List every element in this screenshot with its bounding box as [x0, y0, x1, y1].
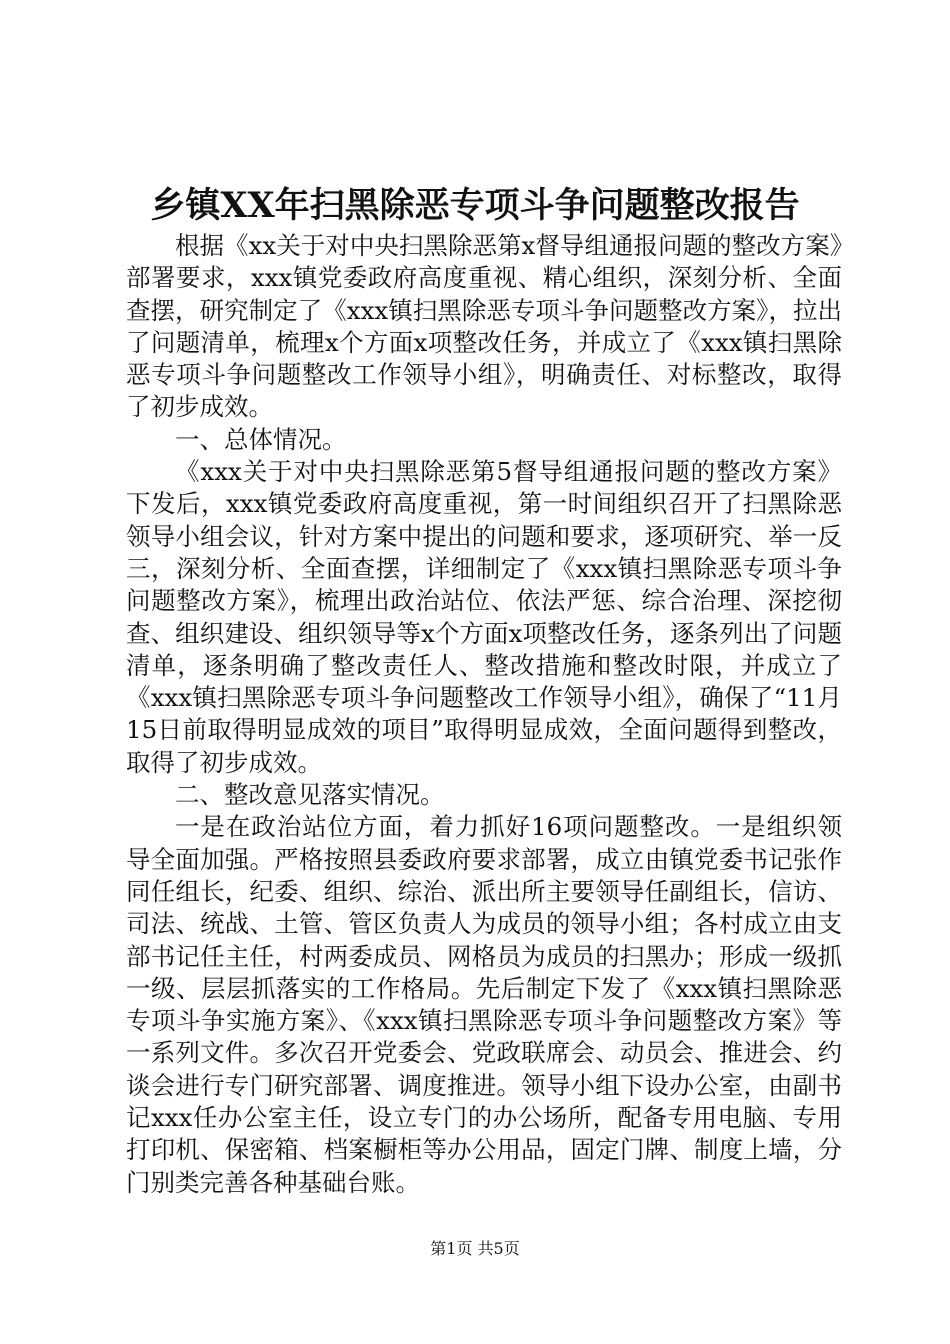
intro-paragraph: 根据《xx关于对中央扫黑除恶第x督导组通报问题的整改方案》部署要求，xxx镇党委政府高度重视、精心组织，深刻分析、全面查摆，研究制定了《xxx镇扫黑除恶专项斗争问题整改方案》，拉出了问题清单，梳理x个方面x项整改任务，并成立了《xxx镇扫黑除恶专项斗争问题整改工作领导小组》，明确责任、对标整改，取得了初步成效。 [126, 231, 842, 422]
document-body [126, 230, 842, 1199]
section-heading-overview: 一、总体情况。 [175, 424, 347, 454]
section-heading-implementation: 二、整改意见落实情况。 [175, 780, 445, 810]
document-title: 乡镇XX年扫黑除恶专项斗争问题整改报告 [150, 185, 800, 226]
overview-paragraph: 《xxx关于对中央扫黑除恶第5督导组通报问题的整改方案》下发后，xxx镇党委政府高度重视，第一时间组织召开了扫黑除恶领导小组会议，针对方案中提出的问题和要求，逐项研究、举一反三，深刻分析、全面查摆，详细制定了《xxx镇扫黑除恶专项斗争问题整改方案》，梳理出政治站位、依法严惩、综合治理、深挖彻查、组织建设、组织领导等x个方面x项整改任务，逐条列出了问题清单，逐条明确了整改责任人、整改措施和整改时限，并成立了《xxx镇扫黑除恶专项斗争问题整改工作领导小组》，确保了“11月15日前取得明显成效的项目”取得明显成效，全面问题得到整改，取得了初步成效。 [126, 457, 842, 777]
implementation-paragraph: 一是在政治站位方面，着力抓好16项问题整改。一是组织领导全面加强。严格按照县委政府要求部署，成立由镇党委书记张作同任组长，纪委、组织、综治、派出所主要领导任副组长，信访、司法、统战、土管、管区负责人为成员的领导小组；各村成立由支部书记任主任，村两委成员、网格员为成员的扫黑办；形成一级抓一级、层层抓落实的工作格局。先后制定下发了《xxx镇扫黑除恶专项斗争实施方案》、《xxx镇扫黑除恶专项斗争问题整改方案》等一系列文件。多次召开党委会、党政联席会、动员会、推进会、约谈会进行专门研究部署、调度推进。领导小组下设办公室，由副书记xxx任办公室主任，设立专门的办公场所，配备专用电脑、专用打印机、保密箱、档案橱柜等办公用品，固定门牌、制度上墙，分门别类完善各种基础台账。 [126, 812, 842, 1197]
page-number-footer: 第1页 共5页 [430, 1239, 520, 1258]
